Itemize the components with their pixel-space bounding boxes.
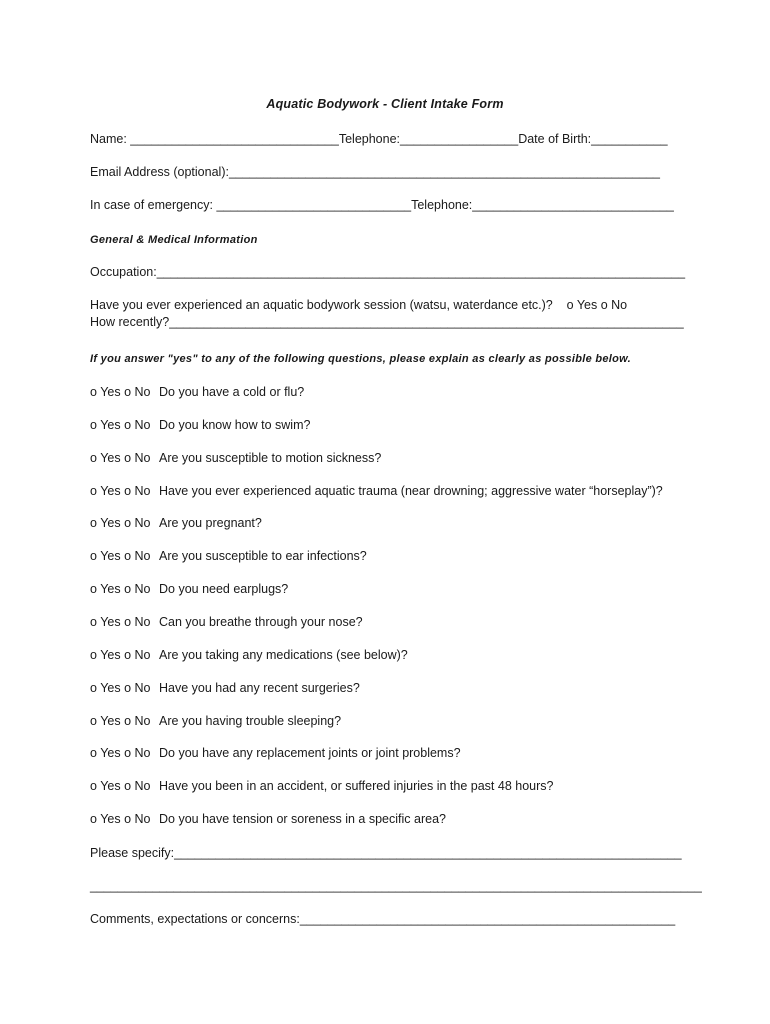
comments-field[interactable]: Comments, expectations or concerns:______________________________________________________ xyxy=(90,912,676,926)
yes-no-options[interactable]: o Yes o No xyxy=(90,516,151,531)
yes-no-options[interactable]: o Yes o No xyxy=(90,680,151,695)
question-text: Are you taking any medications (see below)? xyxy=(159,647,408,662)
question-row xyxy=(90,417,310,433)
additional-blank-line[interactable]: ________________________________________________________________________________________ xyxy=(90,879,702,893)
section-heading-general-medical: General & Medical Information xyxy=(90,234,258,246)
question-text: Do you have any replacement joints or joint problems? xyxy=(159,746,461,761)
question-text: Do you have tension or soreness in a specific area? xyxy=(159,812,446,827)
emergency-contact-field[interactable]: In case of emergency: ____________________________Telephone:_____________________________ xyxy=(90,198,674,212)
yes-no-options[interactable]: o Yes o No xyxy=(90,483,151,498)
occupation-field[interactable]: Occupation:____________________________________________________________________________ xyxy=(90,265,686,279)
question-text: Do you need earplugs? xyxy=(159,582,289,597)
question-text: Are you susceptible to ear infections? xyxy=(159,549,367,564)
question-text: Do you know how to swim? xyxy=(159,417,311,432)
question-row xyxy=(90,614,363,630)
yes-no-options[interactable]: o Yes o No xyxy=(90,450,151,465)
form-title: Aquatic Bodywork - Client Intake Form xyxy=(266,97,504,111)
question-row xyxy=(90,811,446,827)
question-row xyxy=(90,384,304,400)
question-row xyxy=(90,450,381,466)
email-field[interactable]: Email Address (optional):______________________________________________________________ xyxy=(90,165,660,179)
question-row xyxy=(90,713,341,729)
question-row xyxy=(90,745,461,761)
how-recently-field[interactable]: How recently?__________________________________________________________________________ xyxy=(90,315,684,329)
question-text: Have you had any recent surgeries? xyxy=(159,680,360,695)
question-text: Can you breathe through your nose? xyxy=(159,614,363,629)
question-row xyxy=(90,548,367,564)
yes-no-options[interactable]: o Yes o No xyxy=(90,647,151,662)
question-row xyxy=(90,515,262,531)
question-row xyxy=(90,680,360,696)
question-text: Do you have a cold or flu? xyxy=(159,385,305,399)
question-text: Have you been in an accident, or suffered injuries in the past 48 hours? xyxy=(159,779,554,794)
yes-no-options[interactable]: o Yes o No xyxy=(90,385,151,399)
aquatic-experience-question[interactable]: Have you ever experienced an aquatic bodywork session (watsu, waterdance etc.)? o Yes o No xyxy=(90,298,628,312)
question-row xyxy=(90,778,553,794)
yes-no-options[interactable]: o Yes o No xyxy=(90,582,151,597)
please-specify-field[interactable]: Please specify:_________________________________________________________________________ xyxy=(90,846,682,860)
yes-no-options[interactable]: o Yes o No xyxy=(90,614,151,629)
name-telephone-dob-field[interactable]: Name: ______________________________Telephone:_________________Date of Birth:___________ xyxy=(90,132,668,146)
yes-no-options[interactable]: o Yes o No xyxy=(90,417,151,432)
yes-no-options[interactable]: o Yes o No xyxy=(90,746,151,761)
question-row xyxy=(90,581,288,597)
question-row xyxy=(90,647,408,663)
questions-instruction: If you answer "yes" to any of the following questions, please explain as clearly as possible below. xyxy=(90,353,631,365)
yes-no-options[interactable]: o Yes o No xyxy=(90,812,151,827)
yes-no-options[interactable]: o Yes o No xyxy=(90,779,151,794)
question-row xyxy=(90,483,663,499)
yes-no-options[interactable]: o Yes o No xyxy=(90,713,151,728)
question-text: Are you susceptible to motion sickness? xyxy=(159,450,382,465)
question-text: Are you pregnant? xyxy=(159,516,262,531)
question-text: Have you ever experienced aquatic trauma (near drowning; aggressive water “horseplay”)? xyxy=(159,483,663,498)
question-text: Are you having trouble sleeping? xyxy=(159,713,342,728)
yes-no-options[interactable]: o Yes o No xyxy=(90,549,151,564)
